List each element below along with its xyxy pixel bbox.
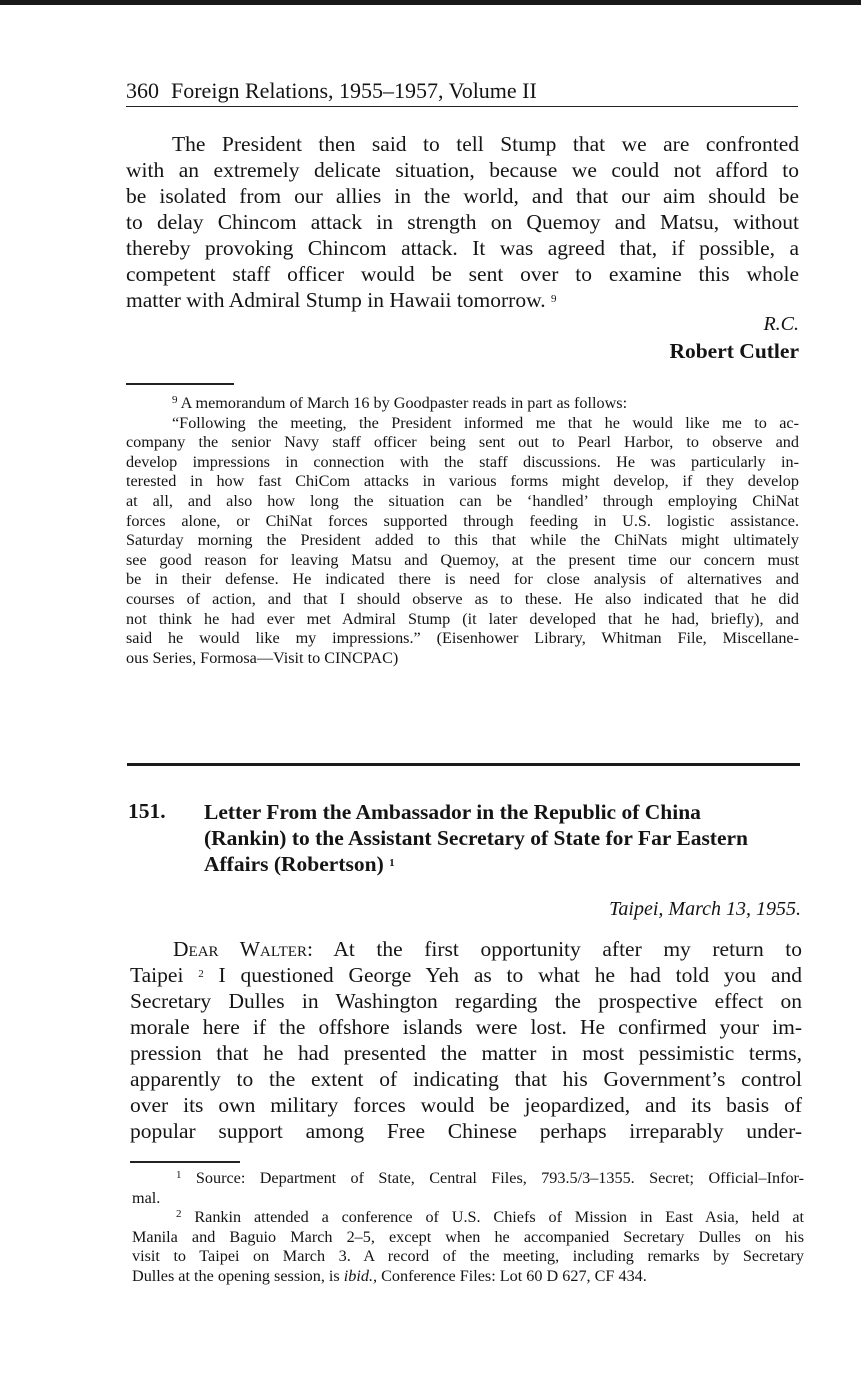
footnote-line-text: Rankin attended a conference of U.S. Chiefs of Mission in East Asia, held at <box>194 1208 805 1227</box>
footnote-marker: 1 <box>176 1169 182 1181</box>
paragraph-line: be isolated from our allies in the world, and that our aim should be <box>126 184 799 208</box>
document-separator <box>127 763 800 766</box>
letter-line: popular support among Free Chinese perhaps irreparably under- <box>130 1119 802 1143</box>
paragraph-line-text: matter with Admiral Stump in Hawaii tomorrow. <box>126 288 546 312</box>
footnote-line: not think he had ever met Admiral Stump (it later developed that he had, briefly), and <box>126 609 799 628</box>
footnote-2-line: visit to Taipei on March 3. A record of the meeting, including remarks by Secretary <box>132 1247 804 1266</box>
volume-title: Foreign Relations, 1955–1957, Volume II <box>171 78 537 103</box>
letter-line: apparently to the extent of indicating that his Government’s control <box>130 1067 802 1091</box>
ibid-text: ibid., <box>343 1266 378 1285</box>
salutation: Dear Walter: <box>173 937 313 961</box>
footnote-line: forces alone, or ChiNat forces supported through feeding in U.S. logistic assistance. <box>126 511 799 530</box>
footnotes-bottom <box>132 1169 804 1287</box>
letter-line <box>130 936 802 962</box>
letter-line: pression that he had presented the matter in most pessimistic terms, <box>130 1041 802 1065</box>
document-title <box>204 799 804 877</box>
footnote-line: company the senior Navy staff officer being sent out to Pearl Harbor, to observe and <box>126 433 799 452</box>
page-number: 360 <box>126 78 159 103</box>
footnote-line: said he would like my impressions.” (Eisenhower Library, Whitman File, Miscellane- <box>126 629 799 648</box>
paragraph-line-last <box>126 287 799 313</box>
footnote-marker: 2 <box>176 1208 182 1221</box>
footnote-line-text: Dulles at the opening session, is <box>132 1266 344 1285</box>
footnote-rule <box>126 383 234 385</box>
paragraph-line: thereby provoking Chincom attack. It was agreed that, if possible, a <box>126 236 799 260</box>
footnote-line: at all, and also how long the situation can be ‘handled’ through employing ChiNat <box>126 491 799 510</box>
footnote-line: be in their defense. He indicated there is need for close analysis of alternatives and <box>126 570 799 589</box>
footnote-line-text: Conference Files: Lot 60 D 627, CF 434. <box>377 1266 647 1285</box>
footnote-1-line: mal. <box>132 1188 161 1207</box>
footnote-ref-9[interactable]: 9 <box>550 293 557 305</box>
footnote-2-line <box>132 1267 804 1287</box>
signature-name: Robert Cutler <box>669 339 799 363</box>
letter-line-text: At the first opportunity after my return to <box>312 937 803 961</box>
footnote-ref-2[interactable]: 2 <box>198 968 204 980</box>
footnote-line <box>126 394 799 414</box>
paragraph-line: The President then said to tell Stump that we are confronted <box>172 132 799 156</box>
paragraph-line: competent staff officer would be sent over to examine this whole <box>126 262 799 286</box>
footnote-line-text: A memorandum of March 16 by Goodpaster reads in part as follows: <box>180 394 628 412</box>
footnote-line: ous Series, Formosa—Visit to CINCPAC) <box>126 648 399 667</box>
document-title-line-last <box>204 851 804 877</box>
letter-line: Secretary Dulles in Washington regarding the prospective effect on <box>130 989 802 1013</box>
footnote-marker: 9 <box>172 394 178 406</box>
letter-line: morale here if the offshore islands were lost. He confirmed your im- <box>130 1015 802 1039</box>
letter-line <box>130 962 802 988</box>
footnote-line: “Following the meeting, the President informed me that he would like me to ac- <box>172 413 799 432</box>
footnote-line: see good reason for leaving Matsu and Quemoy, at the present time our concern must <box>126 550 799 569</box>
document-title-line: Letter From the Ambassador in the Republic of China <box>204 800 701 824</box>
signature-initials: R.C. <box>763 313 799 335</box>
footnote-line: Saturday morning the President added to this that while the ChiNats might ultimately <box>126 531 799 550</box>
closing-paragraph <box>126 131 799 313</box>
footnote-2-line: Manila and Baguio March 2–5, except when he accompanied Secretary Dulles on his <box>132 1227 804 1246</box>
footnote-1-line <box>132 1169 804 1189</box>
document-title-line: (Rankin) to the Assistant Secretary of State for Far Eastern <box>204 826 749 850</box>
letter-line-text: I questioned George Yeh as to what he had told you and <box>203 963 803 987</box>
footnote-ref-1[interactable]: 1 <box>389 857 395 869</box>
footnote-line: terested in how fast ChiCom attacks in various forms might develop, if they develop <box>126 472 799 491</box>
footnote-line-text: Source: Department of State, Central Files, 793.5/3–1355. Secret; Official–Infor- <box>195 1169 805 1187</box>
letter-line-text: Taipei <box>130 963 184 987</box>
running-header <box>126 77 798 107</box>
paragraph-line: to delay Chincom attack in strength on Quemoy and Matsu, without <box>126 210 799 234</box>
document-title-text: Affairs (Robertson) <box>204 852 384 876</box>
letter-line: over its own military forces would be jeopardized, and its basis of <box>130 1093 802 1117</box>
footnote-line: courses of action, and that I should observe as to these. He also indicated that he did <box>126 589 799 608</box>
top-edge-bar <box>0 0 861 5</box>
footnote-9 <box>126 394 799 668</box>
dateline: Taipei, March 13, 1955. <box>609 898 801 920</box>
letter-paragraph <box>130 936 802 1144</box>
footnote-line: develop impressions in connection with the staff discussions. He was particularly in- <box>126 452 799 471</box>
footnote-rule <box>130 1161 240 1163</box>
paragraph-line: with an extremely delicate situation, because we could not afford to <box>126 158 799 182</box>
document-number: 151. <box>128 799 166 823</box>
footnote-2-line <box>132 1208 804 1228</box>
